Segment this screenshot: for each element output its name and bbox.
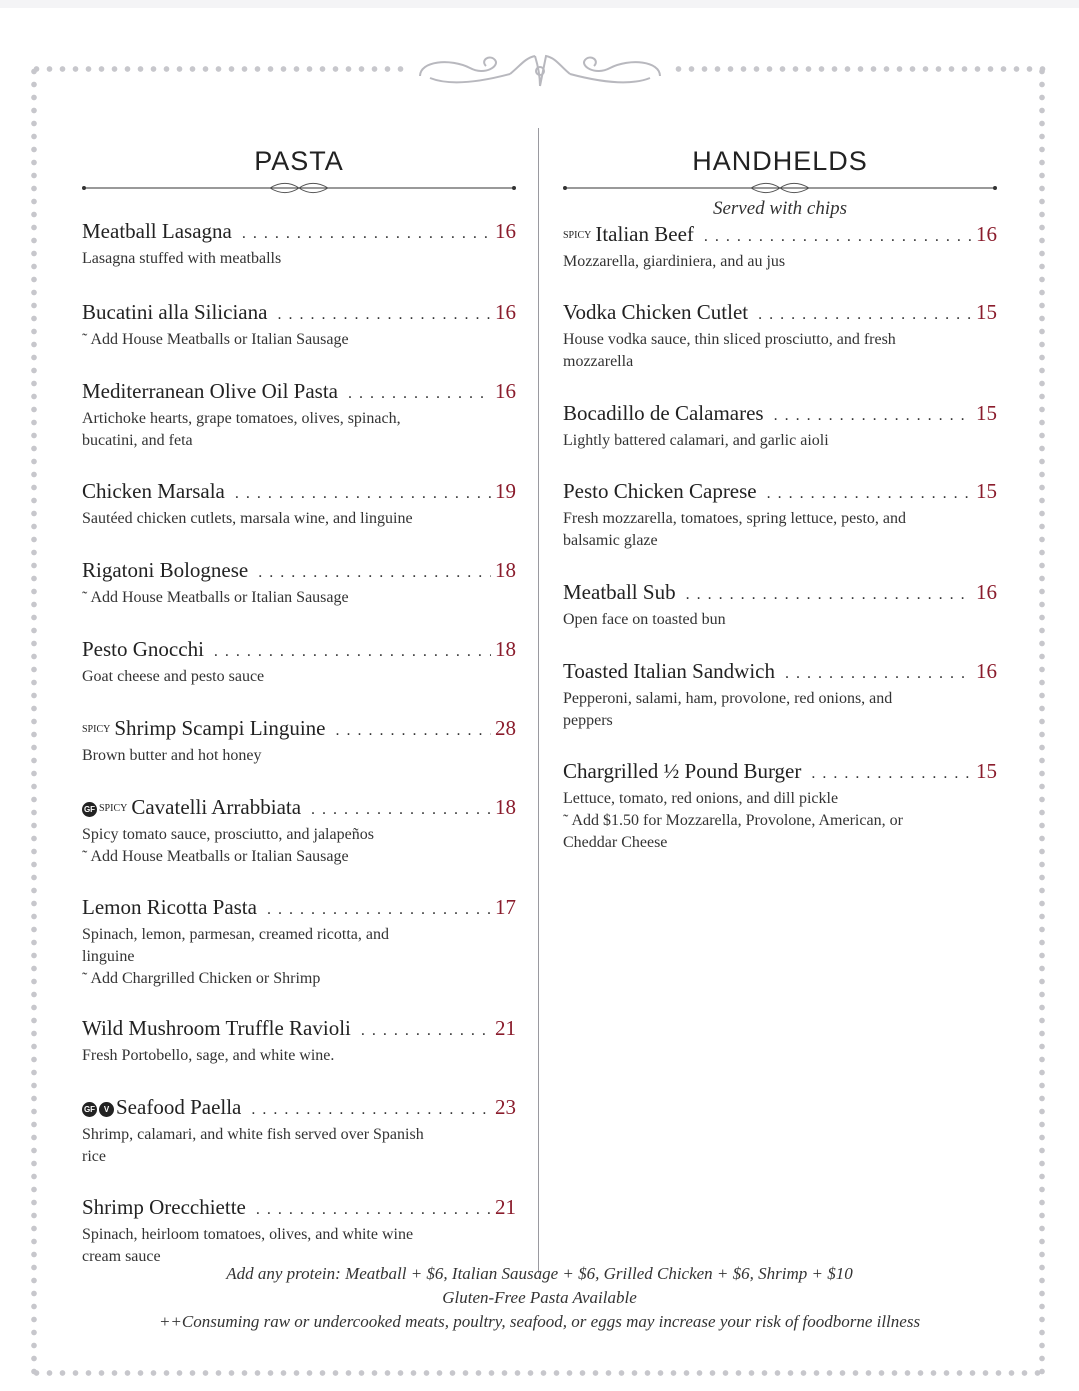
item-description: peppers bbox=[563, 712, 613, 729]
item-name bbox=[82, 1194, 246, 1220]
item-title: Lemon Ricotta Pasta bbox=[82, 895, 257, 919]
item-description: cream sauce bbox=[82, 1248, 161, 1265]
spicy-label: SPICY bbox=[82, 724, 111, 735]
item-description: Lettuce, tomato, red onions, and dill pickle bbox=[563, 790, 839, 807]
item-price: 16 bbox=[976, 580, 997, 604]
dot-leader bbox=[758, 302, 972, 328]
item-name bbox=[82, 715, 326, 743]
item-price: 16 bbox=[495, 300, 516, 324]
item-name bbox=[82, 1015, 351, 1041]
item-header bbox=[82, 636, 516, 665]
pasta-menu-item bbox=[82, 794, 516, 868]
dot-leader bbox=[251, 1097, 491, 1123]
item-description: Pepperoni, salami, ham, provolone, red onions, and bbox=[563, 690, 893, 707]
dot-leader bbox=[686, 582, 972, 608]
item-title: Bucatini alla Siliciana bbox=[82, 300, 268, 324]
item-name bbox=[82, 636, 204, 662]
item-price: 18 bbox=[495, 637, 516, 661]
item-title: Bocadillo de Calamares bbox=[563, 401, 764, 425]
pasta-menu-item bbox=[82, 894, 516, 990]
dot-leader bbox=[348, 381, 491, 407]
item-description: Spicy tomato sauce, prosciutto, and jalapeños bbox=[82, 826, 374, 843]
item-description: Fresh Portobello, sage, and white wine. bbox=[82, 1047, 335, 1064]
item-description: Spinach, lemon, parmesan, creamed ricotta, and bbox=[82, 926, 389, 943]
item-title: Mediterranean Olive Oil Pasta bbox=[82, 379, 338, 403]
item-name bbox=[563, 299, 748, 325]
item-description: ˜ Add House Meatballs or Italian Sausage bbox=[82, 848, 349, 865]
item-header bbox=[563, 400, 997, 429]
item-description: Fresh mozzarella, tomatoes, spring lettuce, pesto, and bbox=[563, 510, 907, 527]
item-price: 15 bbox=[976, 759, 997, 783]
dot-leader bbox=[704, 224, 972, 250]
food-safety-warning: ++Consuming raw or undercooked meats, poultry, seafood, or eggs may increase your risk of foodborne illness bbox=[158, 1312, 921, 1331]
item-header bbox=[82, 218, 516, 247]
item-description: House vodka sauce, thin sliced prosciutto, and fresh bbox=[563, 331, 896, 348]
item-title: Pesto Chicken Caprese bbox=[563, 479, 757, 503]
dot-leader bbox=[214, 639, 491, 665]
item-name bbox=[563, 758, 801, 784]
item-description: Lightly battered calamari, and garlic aioli bbox=[563, 432, 829, 449]
section-rule-icon bbox=[82, 180, 516, 196]
item-header bbox=[82, 299, 516, 328]
dot-leader bbox=[235, 481, 491, 507]
dot-leader bbox=[311, 797, 491, 823]
handheld-menu-item bbox=[563, 221, 997, 273]
dot-leader bbox=[774, 403, 972, 429]
item-price: 18 bbox=[495, 795, 516, 819]
gluten-free-note: Gluten-Free Pasta Available bbox=[442, 1288, 637, 1307]
item-price: 21 bbox=[495, 1016, 516, 1040]
dot-leader bbox=[258, 560, 491, 586]
item-header bbox=[82, 557, 516, 586]
dot-leader bbox=[267, 897, 491, 923]
protein-addons-note: Add any protein: Meatball + $6, Italian Sausage + $6, Grilled Chicken + $6, Shrimp + $10 bbox=[226, 1264, 853, 1283]
item-name bbox=[563, 579, 676, 605]
pasta-menu-item bbox=[82, 636, 516, 688]
item-header bbox=[563, 221, 997, 250]
item-price: 17 bbox=[495, 895, 516, 919]
item-name bbox=[563, 658, 775, 684]
item-title: Chicken Marsala bbox=[82, 479, 225, 503]
item-description: Artichoke hearts, grape tomatoes, olives, spinach, bbox=[82, 410, 401, 427]
item-title: Pesto Gnocchi bbox=[82, 637, 204, 661]
item-title: Chargrilled ½ Pound Burger bbox=[563, 759, 802, 783]
item-title: Cavatelli Arrabbiata bbox=[131, 795, 302, 819]
item-description: rice bbox=[82, 1148, 106, 1165]
item-name bbox=[82, 1094, 241, 1120]
item-name bbox=[82, 378, 338, 404]
item-description: balsamic glaze bbox=[563, 532, 658, 549]
item-price: 23 bbox=[495, 1095, 516, 1119]
item-description: ˜ Add $1.50 for Mozzarella, Provolone, American, or bbox=[563, 812, 903, 829]
item-header bbox=[82, 894, 516, 923]
item-header bbox=[563, 758, 997, 787]
item-price: 16 bbox=[976, 659, 997, 683]
item-description: Cheddar Cheese bbox=[563, 834, 668, 851]
menu-page bbox=[0, 8, 1079, 1391]
item-name bbox=[82, 299, 267, 325]
dot-leader bbox=[256, 1197, 491, 1223]
item-name bbox=[82, 794, 301, 822]
item-name bbox=[82, 894, 257, 920]
item-description: Open face on toasted bun bbox=[563, 611, 726, 628]
dot-leader bbox=[811, 761, 972, 787]
pasta-menu-item bbox=[82, 1094, 516, 1168]
item-price: 15 bbox=[976, 300, 997, 324]
vegetarian-icon: V bbox=[99, 1102, 114, 1117]
dot-leader bbox=[242, 221, 491, 247]
item-price: 19 bbox=[495, 479, 516, 503]
handheld-menu-item bbox=[563, 579, 997, 631]
item-description: Shrimp, calamari, and white fish served over Spanish bbox=[82, 1126, 424, 1143]
item-header bbox=[563, 579, 997, 608]
pasta-menu-item bbox=[82, 299, 516, 351]
handhelds-heading: HANDHELDS bbox=[692, 146, 868, 176]
item-description: ˜ Add House Meatballs or Italian Sausage bbox=[82, 589, 349, 606]
item-description: Goat cheese and pesto sauce bbox=[82, 668, 265, 685]
dot-leader bbox=[277, 302, 491, 328]
item-name bbox=[563, 221, 694, 249]
dot-leader bbox=[767, 481, 972, 507]
item-name bbox=[563, 478, 757, 504]
item-price: 15 bbox=[976, 479, 997, 503]
item-title: Meatball Lasagna bbox=[82, 219, 232, 243]
item-title: Italian Beef bbox=[595, 222, 694, 246]
item-price: 21 bbox=[495, 1195, 516, 1219]
item-header bbox=[82, 1094, 516, 1123]
pasta-menu-item bbox=[82, 378, 516, 452]
gluten-free-icon: GF bbox=[82, 802, 97, 817]
item-description: bucatini, and feta bbox=[82, 432, 193, 449]
dot-leader bbox=[785, 661, 972, 687]
item-price: 16 bbox=[976, 222, 997, 246]
item-description: mozzarella bbox=[563, 353, 634, 370]
item-title: Seafood Paella bbox=[116, 1095, 242, 1119]
item-price: 16 bbox=[495, 379, 516, 403]
item-description: Brown butter and hot honey bbox=[82, 747, 262, 764]
gluten-free-icon: GF bbox=[82, 1102, 97, 1117]
item-header bbox=[563, 478, 997, 507]
item-title: Vodka Chicken Cutlet bbox=[563, 300, 749, 324]
item-header bbox=[563, 658, 997, 687]
dot-leader bbox=[336, 718, 491, 744]
item-description: ˜ Add House Meatballs or Italian Sausage bbox=[82, 331, 349, 348]
item-title: Shrimp Scampi Linguine bbox=[114, 716, 326, 740]
handheld-menu-item bbox=[563, 400, 997, 452]
section-rule-icon bbox=[563, 180, 997, 196]
pasta-menu-item bbox=[82, 478, 516, 530]
item-description: Lasagna stuffed with meatballs bbox=[82, 250, 282, 267]
handheld-menu-item bbox=[563, 299, 997, 373]
item-description: Spinach, heirloom tomatoes, olives, and white wine bbox=[82, 1226, 414, 1243]
pasta-heading: PASTA bbox=[254, 146, 344, 176]
item-name bbox=[82, 557, 248, 583]
item-header bbox=[82, 378, 516, 407]
item-title: Shrimp Orecchiette bbox=[82, 1195, 246, 1219]
item-header bbox=[82, 794, 516, 823]
item-header bbox=[82, 1194, 516, 1223]
item-header bbox=[82, 1015, 516, 1044]
item-header bbox=[82, 478, 516, 507]
item-title: Wild Mushroom Truffle Ravioli bbox=[82, 1016, 351, 1040]
item-header bbox=[563, 299, 997, 328]
handheld-menu-item bbox=[563, 478, 997, 552]
item-title: Meatball Sub bbox=[563, 580, 676, 604]
item-title: Toasted Italian Sandwich bbox=[563, 659, 775, 683]
handheld-menu-item bbox=[563, 758, 997, 854]
item-price: 15 bbox=[976, 401, 997, 425]
item-description: linguine bbox=[82, 948, 135, 965]
item-price: 16 bbox=[495, 219, 516, 243]
item-description: Mozzarella, giardiniera, and au jus bbox=[563, 253, 786, 270]
pasta-menu-item bbox=[82, 1015, 516, 1067]
item-price: 18 bbox=[495, 558, 516, 582]
column-divider bbox=[538, 128, 539, 1273]
item-title: Rigatoni Bolognese bbox=[82, 558, 249, 582]
handhelds-subtitle: Served with chips bbox=[712, 198, 848, 219]
item-name bbox=[82, 218, 232, 244]
item-description: Sautéed chicken cutlets, marsala wine, and linguine bbox=[82, 510, 413, 527]
spicy-label: SPICY bbox=[563, 230, 592, 241]
pasta-menu-item bbox=[82, 218, 516, 270]
handheld-menu-item bbox=[563, 658, 997, 732]
item-name bbox=[563, 400, 764, 426]
pasta-menu-item bbox=[82, 715, 516, 767]
item-header bbox=[82, 715, 516, 744]
item-price: 28 bbox=[495, 716, 516, 740]
dot-leader bbox=[361, 1018, 491, 1044]
pasta-menu-item bbox=[82, 557, 516, 609]
item-description: ˜ Add Chargrilled Chicken or Shrimp bbox=[82, 970, 321, 987]
spicy-label: SPICY bbox=[99, 803, 128, 814]
item-name bbox=[82, 478, 225, 504]
flourish-ornament-icon bbox=[410, 46, 670, 96]
pasta-menu-item bbox=[82, 1194, 516, 1268]
